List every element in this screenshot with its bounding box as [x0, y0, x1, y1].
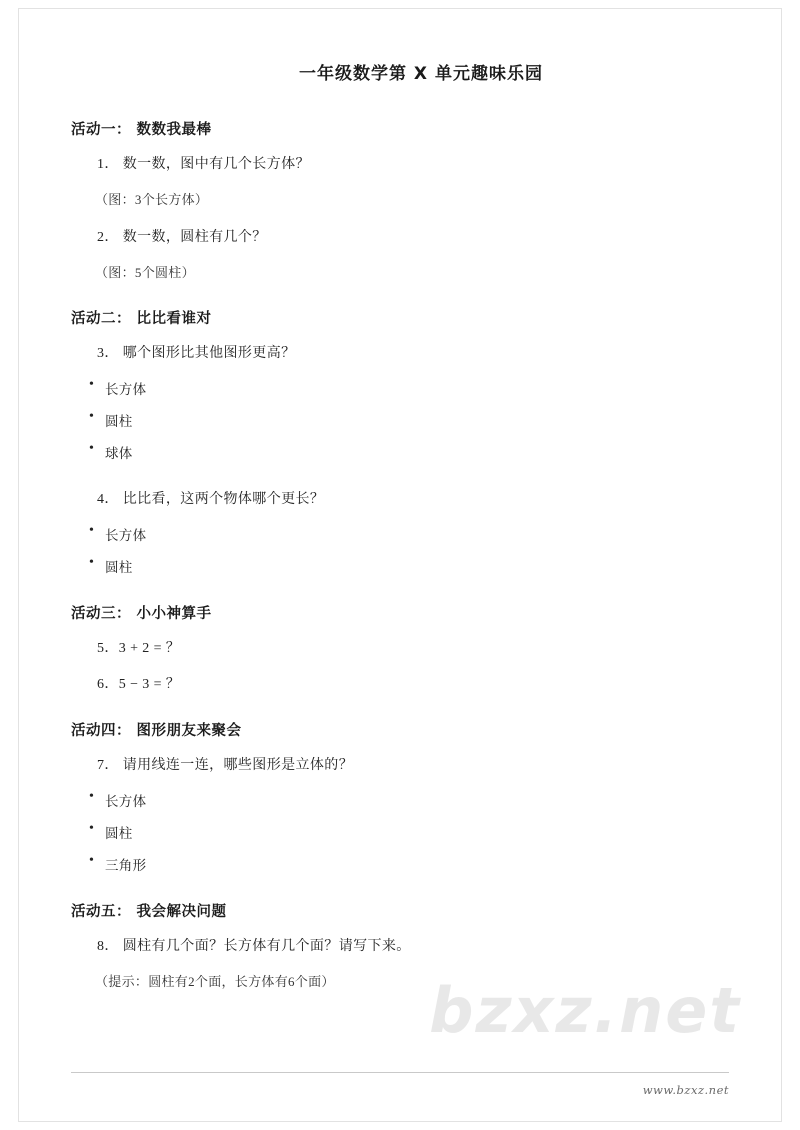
hint-text: （图：3个长方体） — [95, 192, 209, 207]
question-item: 2． 数一数，圆柱有几个？ — [97, 230, 267, 245]
document-body — [71, 59, 771, 1016]
list-item[interactable]: • 三角形 — [89, 854, 771, 874]
paper-sheet — [18, 8, 782, 1122]
list-item[interactable]: • 长方体 — [89, 524, 771, 544]
question-item: 5．3 + 2 = ？ — [97, 641, 181, 656]
list-item[interactable]: • 长方体 — [89, 790, 771, 810]
watermark: bzxz.net — [429, 974, 741, 1047]
activity-section-1 — [71, 118, 771, 281]
list-item[interactable]: • 球体 — [89, 442, 771, 462]
section-heading: 活动二： 比比看谁对 — [71, 311, 212, 327]
choice-list — [71, 524, 771, 576]
activity-section-2 — [71, 307, 771, 576]
question-item: 4． 比比看，这两个物体哪个更长？ — [97, 492, 325, 507]
question-item: 3． 哪个图形比其他图形更高？ — [97, 346, 296, 361]
activity-section-4 — [71, 719, 771, 874]
question-item: 1． 数一数，图中有几个长方体？ — [97, 157, 310, 172]
footer-divider — [71, 1072, 729, 1073]
activity-section-5 — [71, 900, 771, 990]
list-item[interactable]: • 圆柱 — [89, 556, 771, 576]
hint-text: （提示：圆柱有2个面，长方体有6个面） — [95, 974, 335, 989]
section-heading: 活动一： 数数我最棒 — [71, 122, 212, 138]
question-item: 6．5 − 3 = ？ — [97, 677, 181, 692]
section-heading: 活动三： 小小神算手 — [71, 606, 212, 622]
choice-list — [71, 790, 771, 874]
footer-url: www.bzxz.net — [642, 1083, 729, 1097]
activity-section-3 — [71, 602, 771, 693]
question-item: 8． 圆柱有几个面？长方体有几个面？请写下来。 — [97, 939, 411, 954]
section-heading: 活动五： 我会解决问题 — [71, 904, 227, 920]
section-heading: 活动四： 图形朋友来聚会 — [71, 723, 242, 739]
choice-list — [71, 378, 771, 462]
list-item[interactable]: • 长方体 — [89, 378, 771, 398]
page-title: 一年级数学第 X 单元趣味乐园 — [299, 64, 543, 84]
question-item: 7． 请用线连一连，哪些图形是立体的？ — [97, 758, 354, 773]
list-item[interactable]: • 圆柱 — [89, 410, 771, 430]
list-item[interactable]: • 圆柱 — [89, 822, 771, 842]
hint-text: （图：5个圆柱） — [95, 265, 195, 280]
